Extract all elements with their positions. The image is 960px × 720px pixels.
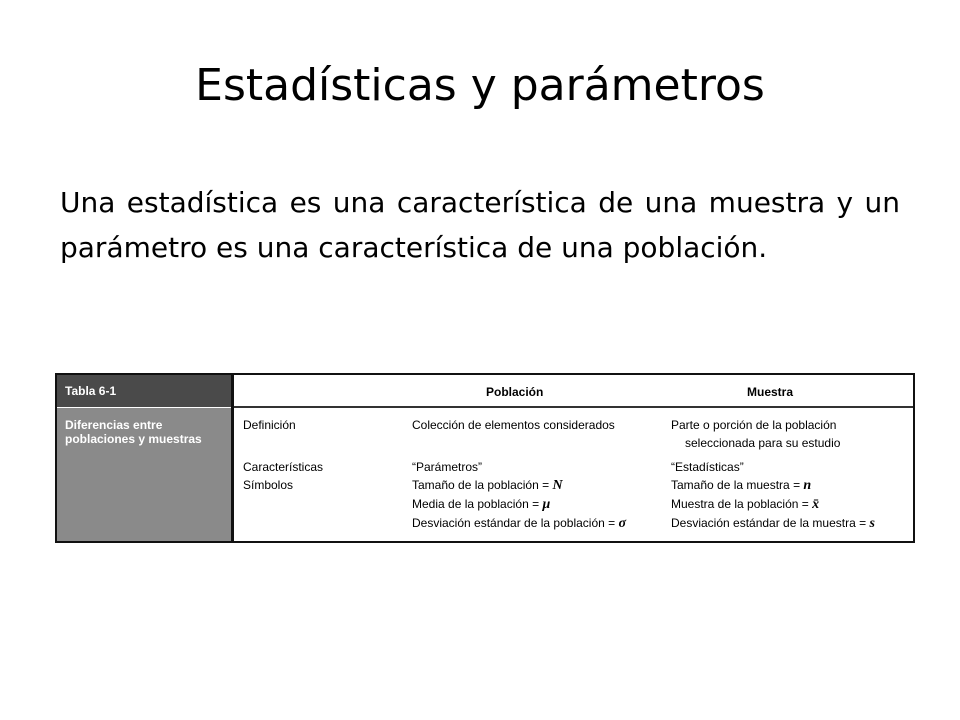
column-header-muestra: Muestra (747, 385, 794, 399)
cell-simbolos-poblacion-media: Media de la población = μ (412, 497, 551, 512)
table-sidebar (57, 375, 231, 541)
cell-definicion-muestra-2: seleccionada para su estudio (685, 436, 841, 450)
cell-simbolos-poblacion-desviacion: Desviación estándar de la población = σ (412, 516, 627, 531)
cell-caracteristicas-poblacion: “Parámetros” (412, 460, 483, 474)
column-header-poblacion: Población (486, 385, 544, 399)
table-side-title: Diferencias entre poblaciones y muestras (65, 418, 202, 446)
symbol-s: s (869, 516, 875, 531)
symbol-sigma: σ (618, 516, 627, 531)
symbol-mu: μ (542, 497, 551, 512)
cell-simbolos-muestra-tamano: Tamaño de la muestra = n (671, 478, 812, 493)
cell-caracteristicas-muestra: “Estadísticas” (671, 460, 744, 474)
slide-title: Estadísticas y parámetros (195, 60, 765, 111)
cell-simbolos-poblacion-tamano: Tamaño de la población = N (412, 478, 563, 493)
cell-definicion-muestra-1: Parte o porción de la población (671, 418, 837, 432)
symbol-N: N (552, 478, 563, 493)
table-header (234, 375, 913, 408)
cell-simbolos-muestra-desviacion: Desviación estándar de la muestra = s (671, 516, 875, 531)
row-label-simbolos: Símbolos (243, 478, 294, 492)
row-label-definicion: Definición (243, 418, 296, 432)
cell-simbolos-muestra-media: Muestra de la población = x̄ (671, 497, 820, 512)
row-label-caracteristicas: Características (243, 460, 324, 474)
table-figure (55, 373, 915, 543)
symbol-n: n (803, 478, 812, 493)
table-label: Tabla 6-1 (57, 375, 231, 408)
symbol-x-bar: x̄ (812, 497, 820, 512)
slide-body-text: Una estadística es una característica de una muestra y un parámetro es una característica de una población. (60, 186, 900, 264)
cell-definicion-poblacion: Colección de elementos considerados (412, 418, 615, 432)
